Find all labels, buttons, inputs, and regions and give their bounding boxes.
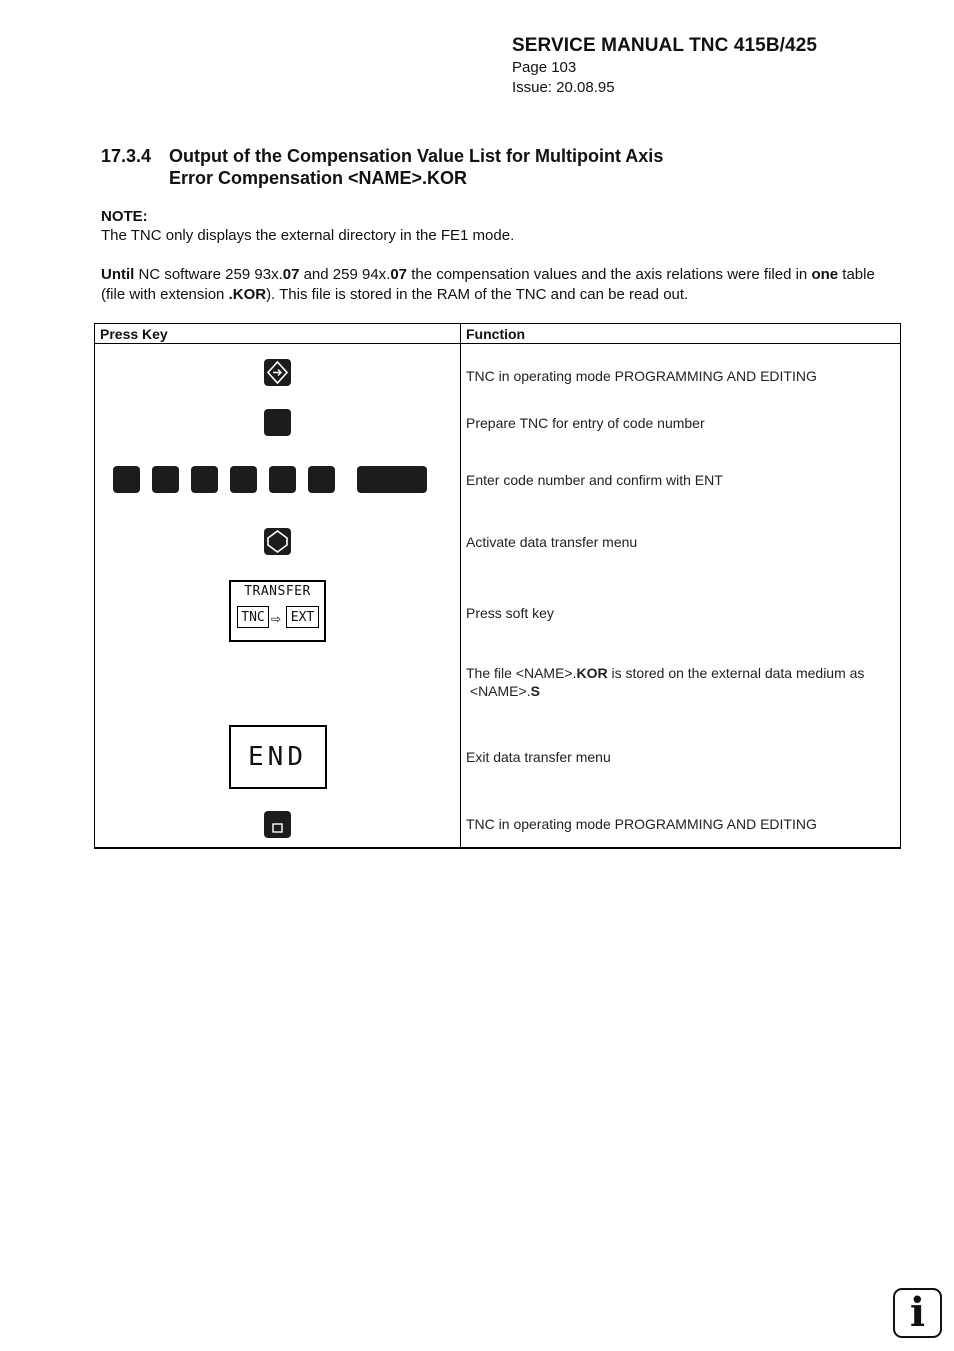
header-press-key: Press Key	[95, 324, 461, 344]
table-row	[95, 574, 901, 652]
function-text: Activate data transfer menu	[461, 510, 901, 574]
function-text: Exit data transfer menu	[461, 712, 901, 802]
para-version: 07	[390, 266, 408, 283]
fn-part: <NAME>.	[469, 682, 531, 699]
para-text: ). This file is stored in the RAM of the TNC and can be read out.	[266, 286, 689, 303]
function-text: Prepare TNC for entry of code number	[461, 396, 901, 450]
end-softkey[interactable]: END	[229, 725, 327, 789]
key-function-table	[94, 323, 901, 849]
digit-key[interactable]	[230, 466, 257, 493]
code-number-key[interactable]	[264, 409, 291, 436]
page-number: Page 103	[512, 59, 577, 76]
table-row	[95, 652, 901, 712]
function-text: TNC in operating mode PROGRAMMING AND EDITING	[461, 344, 901, 396]
transfer-softkey[interactable]	[229, 580, 326, 642]
table-header-row	[95, 324, 901, 344]
digit-key[interactable]	[308, 466, 335, 493]
section-number: 17.3.4	[101, 146, 152, 166]
note-block	[101, 207, 881, 245]
function-text	[461, 652, 901, 712]
softkey-tnc-label: TNC	[237, 606, 269, 628]
table-row	[95, 450, 901, 510]
para-until: Until	[101, 266, 135, 283]
softkey-ext-label: EXT	[286, 606, 319, 628]
arrow-right-icon: ⇨	[271, 612, 282, 626]
function-text: TNC in operating mode PROGRAMMING AND EDITING	[461, 802, 901, 848]
ent-key[interactable]	[357, 466, 427, 493]
programming-editing-key[interactable]	[264, 811, 291, 838]
diamond-arrow-icon	[264, 359, 291, 386]
section-heading	[101, 145, 663, 189]
fn-part: is stored on the external data medium as	[607, 664, 865, 681]
digit-key[interactable]	[113, 466, 140, 493]
page-header	[512, 34, 817, 98]
fn-part-bold: KOR	[576, 664, 608, 681]
para-version: 07	[282, 266, 300, 283]
note-text: The TNC only displays the external directory in the FE1 mode.	[101, 227, 515, 244]
para-one: one	[811, 266, 839, 283]
para-extension: .KOR	[228, 286, 267, 303]
softkey-title: TRANSFER	[244, 584, 311, 599]
para-text: and 259 94x.	[299, 266, 391, 283]
manual-title: SERVICE MANUAL TNC 415B/425	[512, 35, 818, 56]
table-row	[95, 712, 901, 802]
table-row	[95, 802, 901, 848]
para-text: the compensation values and the axis relations were filed in	[407, 266, 812, 283]
programming-mode-key[interactable]	[264, 359, 291, 386]
digit-key[interactable]	[191, 466, 218, 493]
data-transfer-mode-key[interactable]	[264, 528, 291, 555]
issue-date: Issue: 20.08.95	[512, 79, 615, 96]
para-text: NC software 259 93x.	[134, 266, 283, 283]
table-row	[95, 510, 901, 574]
digit-key[interactable]	[269, 466, 296, 493]
section-title-line1: Output of the Compensation Value List for Multipoint Axis	[169, 146, 664, 166]
digit-key[interactable]	[152, 466, 179, 493]
section-title-line2: Error Compensation <NAME>.KOR	[169, 168, 468, 188]
info-icon: i	[893, 1288, 942, 1338]
table-row	[95, 396, 901, 450]
fn-part: The file <NAME>.	[466, 664, 577, 681]
para-text: table (file with extension	[101, 266, 875, 303]
table-row	[95, 344, 901, 396]
square-icon	[264, 811, 291, 838]
header-function: Function	[461, 324, 901, 344]
function-text: Enter code number and confirm with ENT	[461, 450, 901, 510]
note-label: NOTE:	[101, 208, 148, 225]
diamond-icon	[264, 528, 291, 555]
function-text: Press soft key	[461, 574, 901, 652]
intro-paragraph	[101, 265, 881, 305]
fn-part-bold: S	[530, 682, 540, 699]
